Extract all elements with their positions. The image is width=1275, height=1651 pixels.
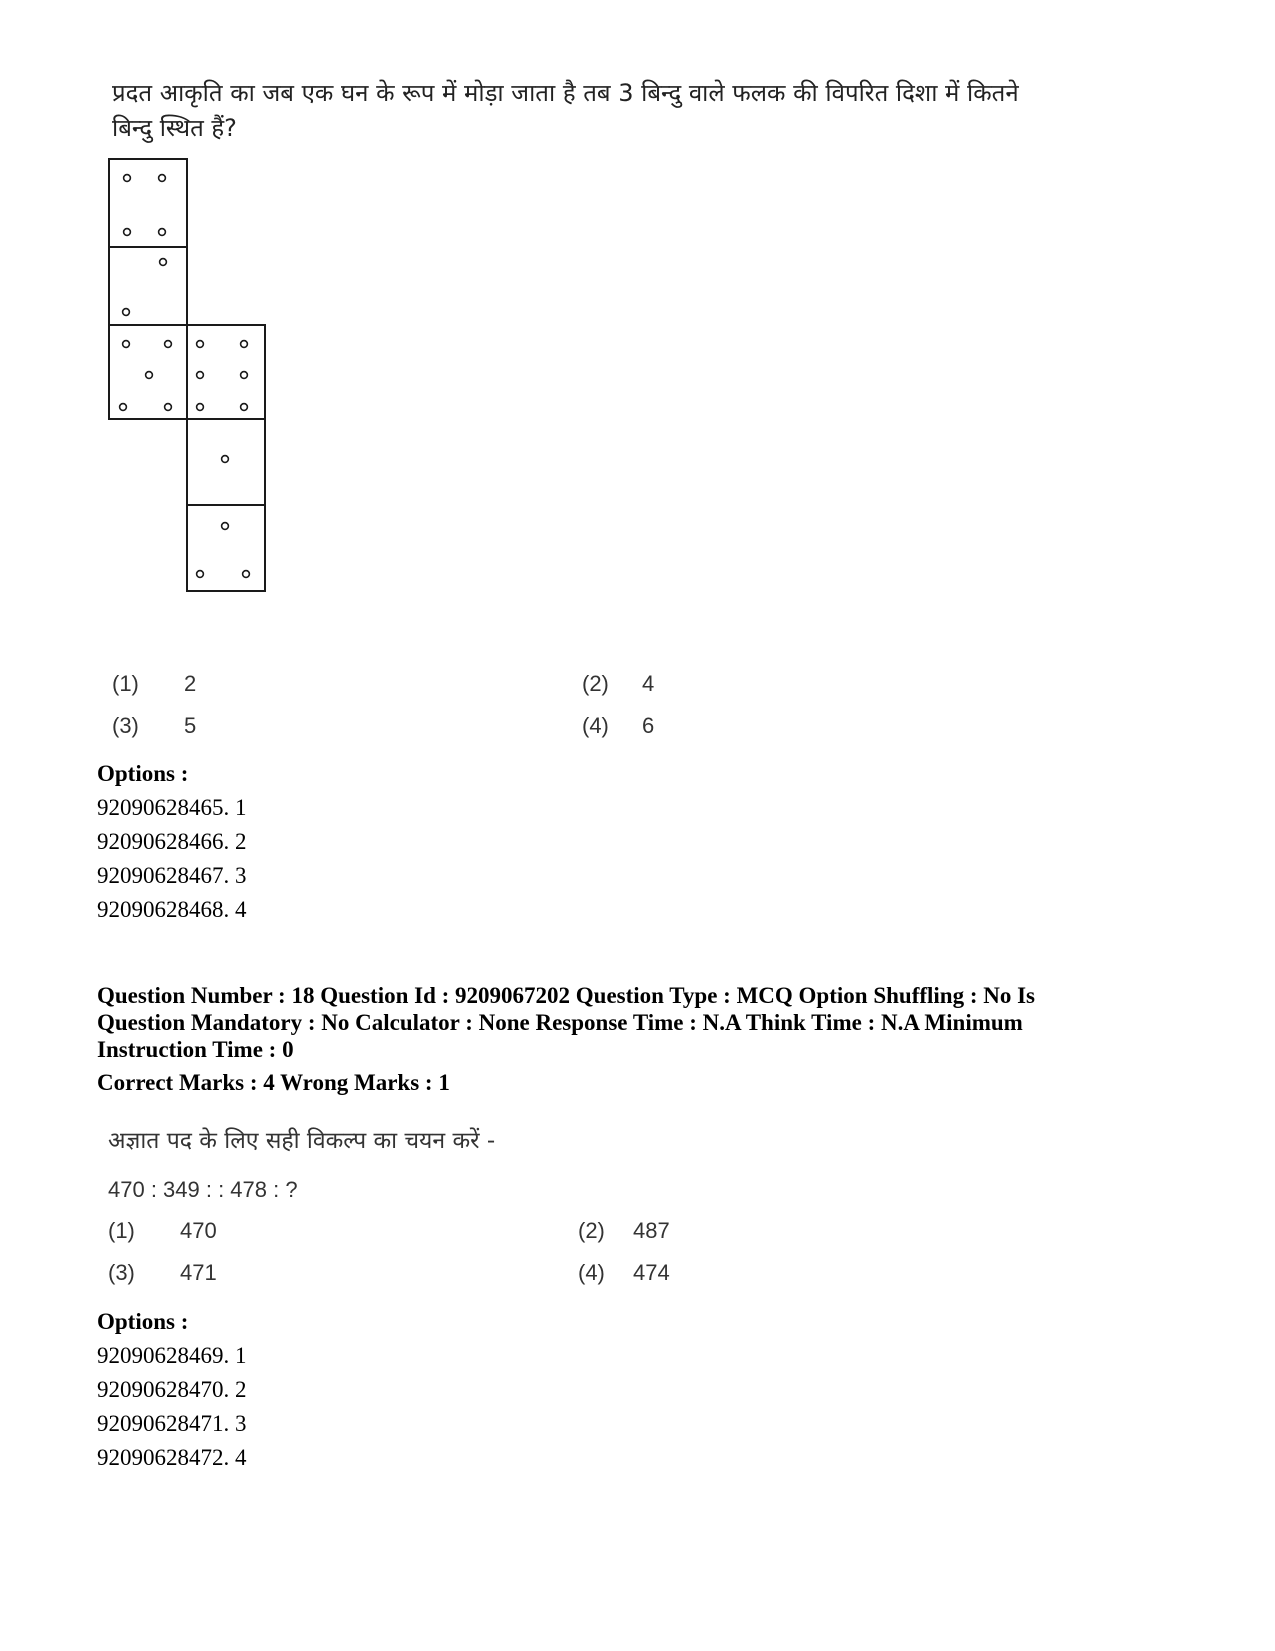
question-17-line-1: प्रदत आकृति का जब एक घन के रूप में मोड़ा जाता है तब 3 बिन्दु वाले फलक की विपरित दिशा में कितने <box>112 79 1019 107</box>
net-face-two-dots <box>109 247 187 325</box>
dot <box>159 229 166 236</box>
question-17-line-2: बिन्दु स्थित हैं? <box>112 114 237 142</box>
net-face-four-dots <box>109 159 187 247</box>
question-18-ratio: 470 : 349 : : 478 : ? <box>108 1177 298 1202</box>
question-18-meta <box>97 982 1207 1096</box>
choice-number: (2) <box>582 671 609 696</box>
dot <box>124 175 131 182</box>
choice-1 <box>112 671 582 697</box>
choice-value: 474 <box>633 1260 670 1285</box>
dot <box>197 341 204 348</box>
option-item: 92090628472. 4 <box>97 1445 247 1470</box>
question-18-text: अज्ञात पद के लिए सही विकल्प का चयन करें - <box>108 1128 496 1154</box>
choice-number: (4) <box>578 1260 605 1285</box>
choice-2 <box>578 1218 1048 1244</box>
choice-3 <box>112 713 582 739</box>
option-item: 92090628470. 2 <box>97 1377 247 1402</box>
dot <box>241 372 248 379</box>
choice-3 <box>108 1260 578 1286</box>
choice-row <box>108 1210 1048 1252</box>
choice-number: (3) <box>108 1260 135 1285</box>
choice-value: 471 <box>180 1260 217 1285</box>
choice-number: (4) <box>582 713 609 738</box>
choice-value: 2 <box>184 671 197 696</box>
dot <box>120 404 127 411</box>
choice-1 <box>108 1218 578 1244</box>
choice-row <box>112 663 1052 705</box>
choice-4 <box>578 1260 1048 1286</box>
choice-number: (1) <box>112 671 139 696</box>
dot <box>159 175 166 182</box>
meta-line-3: Instruction Time : 0 <box>97 1037 294 1062</box>
choice-number: (3) <box>112 713 139 738</box>
dot <box>146 372 153 379</box>
dot <box>222 456 229 463</box>
choice-value: 4 <box>642 671 655 696</box>
cube-net-figure <box>108 157 268 597</box>
dot <box>243 571 250 578</box>
question-17-choices <box>112 663 1052 747</box>
options-heading: Options : <box>97 761 189 786</box>
option-item: 92090628469. 1 <box>97 1343 247 1368</box>
dot <box>241 404 248 411</box>
meta-line-1: Question Number : 18 Question Id : 9209067202 Question Type : MCQ Option Shuffling : No Is <box>97 983 1036 1008</box>
dot <box>123 341 130 348</box>
choice-number: (2) <box>578 1218 605 1243</box>
question-17-text <box>112 76 1112 146</box>
dot <box>160 259 167 266</box>
choice-row <box>108 1252 1048 1294</box>
choice-row <box>112 705 1052 747</box>
question-18-options <box>97 1305 247 1475</box>
choice-4 <box>582 713 1052 739</box>
choice-value: 487 <box>633 1218 670 1243</box>
option-item: 92090628467. 3 <box>97 863 247 888</box>
option-item: 92090628465. 1 <box>97 795 247 820</box>
choice-value: 470 <box>180 1218 217 1243</box>
option-item: 92090628466. 2 <box>97 829 247 854</box>
question-18-choices <box>108 1210 1048 1294</box>
net-face-three-dots <box>187 505 265 591</box>
dot <box>222 523 229 530</box>
dot <box>241 341 248 348</box>
dot <box>197 372 204 379</box>
dot <box>165 404 172 411</box>
option-item: 92090628468. 4 <box>97 897 247 922</box>
marks-line: Correct Marks : 4 Wrong Marks : 1 <box>97 1070 450 1095</box>
choice-number: (1) <box>108 1218 135 1243</box>
option-item: 92090628471. 3 <box>97 1411 247 1436</box>
choice-value: 5 <box>184 713 197 738</box>
dot <box>165 341 172 348</box>
dot <box>197 571 204 578</box>
meta-line-2: Question Mandatory : No Calculator : None Response Time : N.A Think Time : N.A Minimum <box>97 1010 1023 1035</box>
options-heading: Options : <box>97 1309 189 1334</box>
dot <box>123 309 130 316</box>
choice-value: 6 <box>642 713 655 738</box>
choice-2 <box>582 671 1052 697</box>
dot <box>124 229 131 236</box>
dot <box>197 404 204 411</box>
question-17-options <box>97 757 247 927</box>
